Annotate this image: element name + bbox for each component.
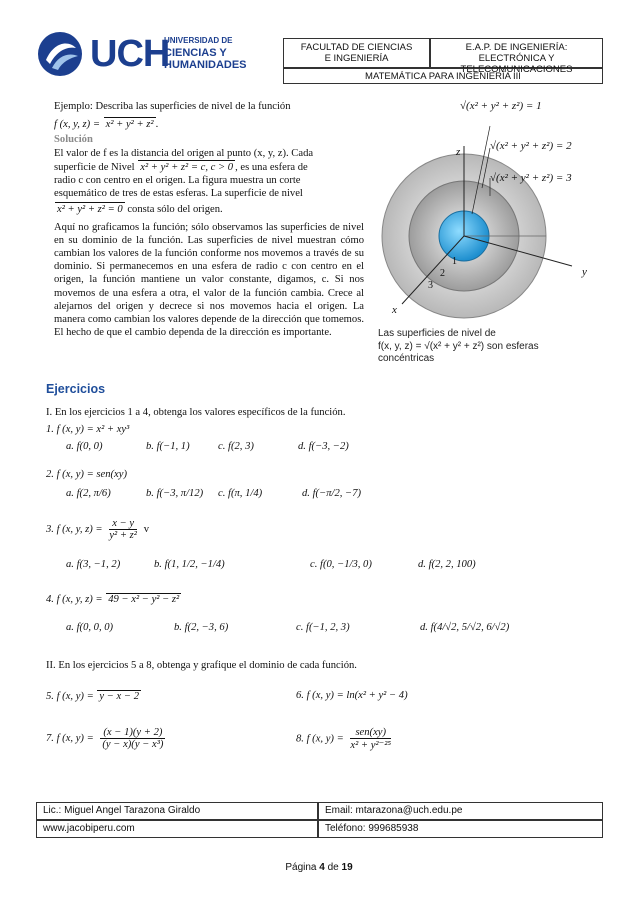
exercise-3a: a. f(3, −1, 2) — [66, 559, 121, 570]
radius-1-label: 1 — [452, 256, 457, 267]
logo-text: UCH — [90, 33, 170, 75]
faculty-box — [283, 38, 430, 68]
para1-line-d: esquemático de tres de estas esferas. La superficie de nivel — [54, 188, 303, 200]
example-intro: Ejemplo: Describa las superficies de nivel de la función — [54, 101, 291, 112]
part1-instruction: I. En los ejercicios 1 a 4, obtenga los valores específicos de la función. — [46, 407, 346, 418]
school-box — [430, 38, 603, 75]
page-number: Página 4 de 19 — [285, 862, 353, 873]
school-line-1: E.A.P. DE INGENIERÍA: — [465, 42, 568, 53]
radius-2-label: 2 — [440, 268, 445, 279]
exercise-7: 7. f (x, y) = $\frac{(x - 1)(y + 2)}{\text{(y − x)(y − x³)}}$ — [46, 727, 165, 750]
exercise-4c: c. f(−1, 2, 3) — [296, 622, 350, 633]
para1-line-c: radio c con centro en el origen. La figura muestra un corte — [54, 175, 301, 187]
para1-line-b: superficie de Nivel x² + y² + z² = c, c > 0 , es una esfera de — [54, 161, 308, 173]
school-line-2: ELECTRÓNICA Y TELECOMUNICACIONES — [460, 53, 573, 75]
exercise-4: 4. f (x, y, z) = 49 − x² − y² − z² — [46, 594, 180, 605]
figure-eq-1: √(x² + y² + z²) = 1 — [460, 100, 542, 112]
exercise-6: 6. f (x, y) = ln(x² + y² − 4) — [296, 690, 408, 701]
part2-instruction: II. En los ejercicios 5 a 8, obtenga y grafique el dominio de cada función. — [46, 660, 357, 671]
exercise-4d: d. f(4/√2, 5/√2, 6/√2) — [420, 622, 510, 633]
exercise-1a: a. f(0, 0) — [66, 441, 103, 452]
footer-phone: Teléfono: 999685938 — [318, 820, 603, 838]
exercise-3b: b. f(1, 1/2, −1/4) — [154, 559, 225, 570]
e3-numerator: x − y — [109, 518, 137, 530]
logo-sub-2: CIENCIAS Y — [164, 47, 227, 59]
exercise-8: 8. f (x, y) = sen(xy) x² + y²⁻²⁵ — [296, 727, 392, 751]
figure-eq-2: √(x² + y² + z²) = 2 — [490, 140, 572, 152]
e3-denominator: y² + z² — [109, 530, 137, 541]
footer-author: Lic.: Miguel Angel Tarazona Giraldo — [36, 802, 318, 820]
exercise-1c: c. f(2, 3) — [218, 441, 254, 452]
exercise-3c: c. f(0, −1/3, 0) — [310, 559, 372, 570]
exercise-1b: b. f(−1, 1) — [146, 441, 190, 452]
caption-line-2: f(x, y, z) = √(x² + y² + z²) son esferas — [378, 340, 539, 352]
example-function: f (x, y, z) = x² + y² + z² . — [54, 119, 159, 131]
course-title: MATEMÁTICA PARA INGENIERÍA III — [365, 71, 521, 82]
exercise-2a: a. f(2, π/6) — [66, 488, 111, 499]
logo-sub-3: HUMANIDADES — [164, 59, 247, 71]
course-box — [283, 68, 603, 84]
e7-numerator: (x − 1)(y + 2) — [100, 727, 165, 739]
solution-label: Solución — [54, 134, 93, 146]
e7-denominator: (y − x)(y − x³) — [102, 739, 164, 750]
e8-numerator: sen(xy) — [350, 727, 391, 739]
caption-line-3: concéntricas — [378, 353, 435, 364]
exercise-1d: d. f(−3, −2) — [298, 441, 349, 452]
para1-line-e: x² + y² + z² = 0 consta sólo del origen. — [57, 204, 223, 216]
figure-caption — [378, 328, 539, 366]
exercise-1: 1. f (x, y) = x² + xy³ — [46, 424, 130, 435]
logo-mark-icon — [36, 30, 86, 78]
logo-sub-1: UNIVERSIDAD DE — [164, 36, 233, 45]
exercise-2b: b. f(−3, π/12) — [146, 488, 204, 499]
footer-web[interactable]: www.jacobiperu.com — [36, 820, 318, 838]
radius-3-label: 3 — [428, 280, 433, 291]
para1-line-a: El valor de f es la distancia del origen al punto (x, y, z). Cada — [54, 147, 314, 159]
axis-x-label: x — [392, 304, 397, 316]
spheres-figure — [372, 96, 608, 386]
exercise-2d: d. f(−π/2, −7) — [302, 488, 362, 499]
exercise-4a: a. f(0, 0, 0) — [66, 622, 114, 633]
e8-denominator: x² + y²⁻²⁵ — [350, 740, 392, 751]
exercise-4b: b. f(2, −3, 6) — [174, 622, 229, 633]
exercise-5: 5. f (x, y) = y − x − 2 — [46, 691, 139, 702]
example-block — [54, 100, 364, 339]
caption-line-1: Las superficies de nivel de — [378, 328, 496, 339]
faculty-line-1: FACULTAD DE CIENCIAS — [300, 42, 413, 53]
exercise-3: 3. f (x, y, z) = $\frac{x - y}{\text{y² + z²}}$ v — [46, 518, 150, 541]
exercise-2c: c. f(π, 1/4) — [218, 488, 263, 499]
axis-y-label: y — [582, 266, 587, 278]
figure-eq-3: √(x² + y² + z²) = 3 — [490, 172, 572, 184]
logo — [36, 30, 276, 78]
footer-email: Email: mtarazona@uch.edu.pe — [318, 802, 603, 820]
exercise-2: 2. f (x, y) = sen(xy) — [46, 469, 127, 480]
axis-z-label: z — [456, 146, 461, 158]
exercise-3d: d. f(2, 2, 100) — [418, 559, 476, 570]
exercises-title: Ejercicios — [46, 382, 106, 396]
faculty-line-2: E INGENIERÍA — [324, 53, 389, 64]
para2: Aquí no graficamos la función; sólo observamos las superficies de nivel en su dominio de la función. Las superficies de nivel muestran cómo cambian los valores de la función conforme nos movemos a través de su dominio. Si permanecemos en una esfera de radio c con centro en el origen, la función mantiene un valor constante, digamos, c. Si nos movemos de una esfera a otra, el valor de la función cambia. Crece al alejarnos del origen y decrece si nos movemos hacia el origen. La manera como cambian los valores depende de la dirección que tomemos. El hecho de que el cambio dependa de la dirección es importante. — [54, 221, 364, 339]
